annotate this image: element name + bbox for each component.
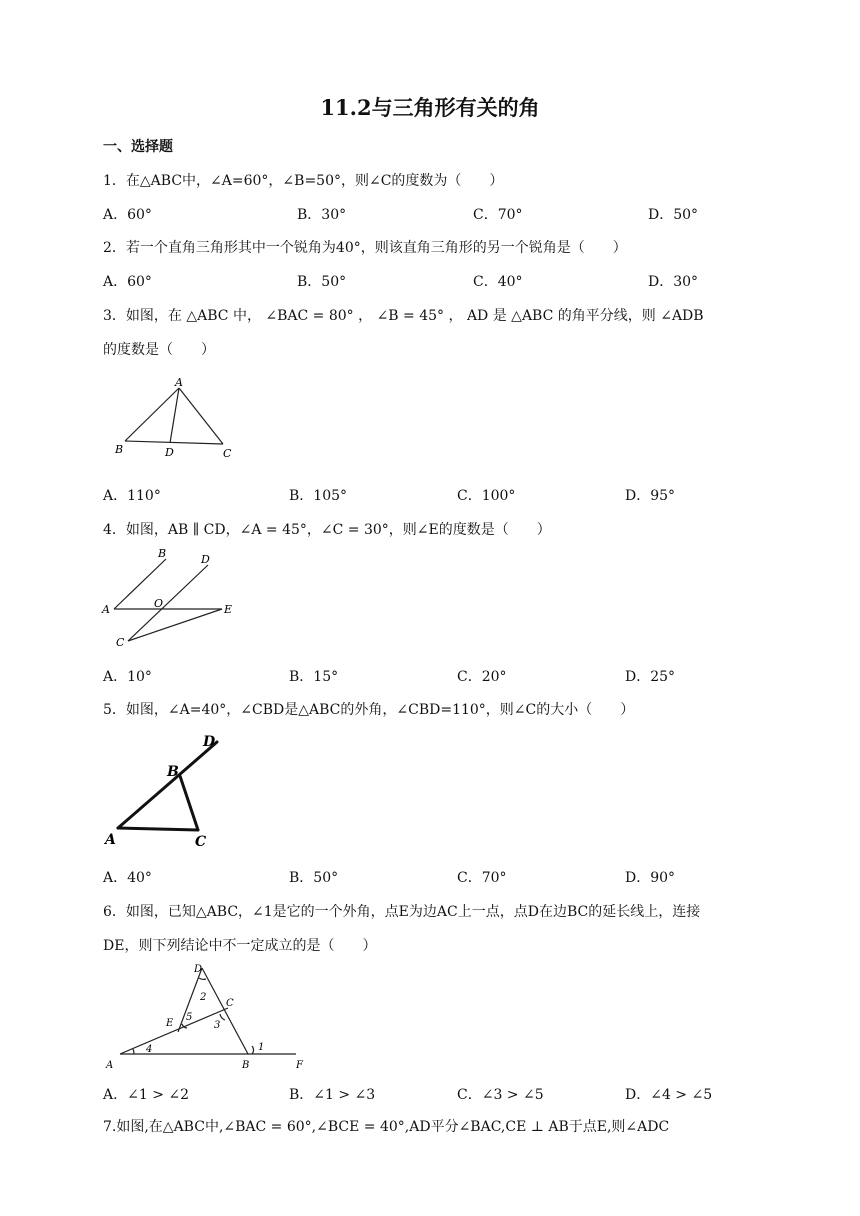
q3-label-a: A [175, 376, 183, 389]
q6-label-e: E [166, 1018, 174, 1029]
q3-option-a: A．110° [103, 488, 161, 504]
q6-triangle-figure [100, 960, 320, 1075]
q4-option-b: B．15° [289, 669, 339, 685]
q4-label-e: E [224, 603, 233, 616]
q6-label-3: 3 [214, 1020, 221, 1031]
question-4-stem: 4．如图，AB ∥ CD，∠A = 45°，∠C = 30°，则∠E的度数是（ ） [103, 522, 551, 538]
q4-label-b: B [158, 547, 167, 560]
q3-option-b: B．105° [289, 488, 348, 504]
question-6-stem: 6．如图，已知△ABC，∠1是它的一个外角，点E为边AC上一点，点D在边BC的延长线上，连接 [103, 904, 701, 920]
q6-option-b: B．∠1 > ∠3 [289, 1087, 376, 1103]
question-7-stem: 7.如图,在△ABC中,∠BAC = 60°,∠BCE = 40°,AD平分∠BAC,CE ⊥ AB于点E,则∠ADC [103, 1119, 670, 1135]
question-3-stem: 3．如图，在 △ABC 中， ∠BAC = 80° ， ∠B = 45° ， AD 是 △ABC 的角平分线，则 ∠ADB [103, 308, 704, 324]
q1-option-b: B．30° [297, 207, 347, 223]
q5-label-d: D [203, 734, 216, 750]
q2-option-d: D．30° [648, 274, 699, 290]
q4-parallel-lines-figure [100, 545, 250, 655]
question-1-stem: 1．在△ABC中，∠A=60°，∠B=50°，则∠C的度数为（ ） [103, 173, 504, 189]
q2-option-c: C．40° [473, 274, 523, 290]
q5-option-c: C．70° [457, 870, 507, 886]
q3-triangle-figure [108, 372, 238, 462]
q3-label-c: C [223, 447, 232, 460]
q6-option-a: A．∠1 > ∠2 [103, 1087, 190, 1103]
q4-label-d: D [201, 553, 210, 566]
q5-label-c: C [195, 834, 207, 850]
q6-label-1: 1 [258, 1042, 265, 1053]
question-2-stem: 2．若一个直角三角形其中一个锐角为40°，则该直角三角形的另一个锐角是（ ） [103, 240, 627, 256]
q6-label-c: C [226, 998, 234, 1009]
q1-option-d: D．50° [648, 207, 699, 223]
question-5-stem: 5．如图，∠A=40°，∠CBD是△ABC的外角，∠CBD=110°，则∠C的大小（ ） [103, 702, 635, 718]
q4-option-d: D．25° [625, 669, 676, 685]
q4-label-a: A [102, 603, 110, 616]
q6-label-5: 5 [186, 1012, 193, 1023]
q6-option-d: D．∠4 > ∠5 [625, 1087, 713, 1103]
q6-label-b: B [242, 1060, 250, 1071]
q5-option-b: B．50° [289, 870, 339, 886]
q6-label-f: F [296, 1060, 303, 1071]
q5-exterior-angle-figure [100, 728, 240, 853]
q4-option-c: C．20° [457, 669, 507, 685]
page-title: 11.2与三角形有关的角 [320, 95, 540, 120]
q4-label-c: C [116, 636, 125, 649]
q3-option-d: D．95° [625, 488, 676, 504]
q6-option-c: C．∠3 > ∠5 [457, 1087, 544, 1103]
section-heading: 一、选择题 [103, 139, 173, 155]
q4-label-o: O [154, 597, 164, 610]
q5-label-b: B [167, 764, 179, 780]
question-3-stem-cont: 的度数是（ ） [103, 342, 215, 358]
q5-option-a: A．40° [103, 870, 152, 886]
q3-label-d: D [165, 446, 174, 459]
q5-option-d: D．90° [625, 870, 676, 886]
q3-option-c: C．100° [457, 488, 516, 504]
q1-option-a: A．60° [103, 207, 152, 223]
q6-label-d: D [194, 964, 203, 975]
q6-label-a: A [106, 1060, 114, 1071]
q6-label-2: 2 [200, 992, 207, 1003]
q3-label-b: B [115, 443, 124, 456]
q1-option-c: C．70° [473, 207, 523, 223]
q6-label-4: 4 [146, 1044, 153, 1055]
q2-option-a: A．60° [103, 274, 152, 290]
q4-option-a: A．10° [103, 669, 152, 685]
q5-label-a: A [105, 832, 116, 848]
q2-option-b: B．50° [297, 274, 347, 290]
question-6-stem-cont: DE，则下列结论中不一定成立的是（ ） [103, 938, 377, 954]
